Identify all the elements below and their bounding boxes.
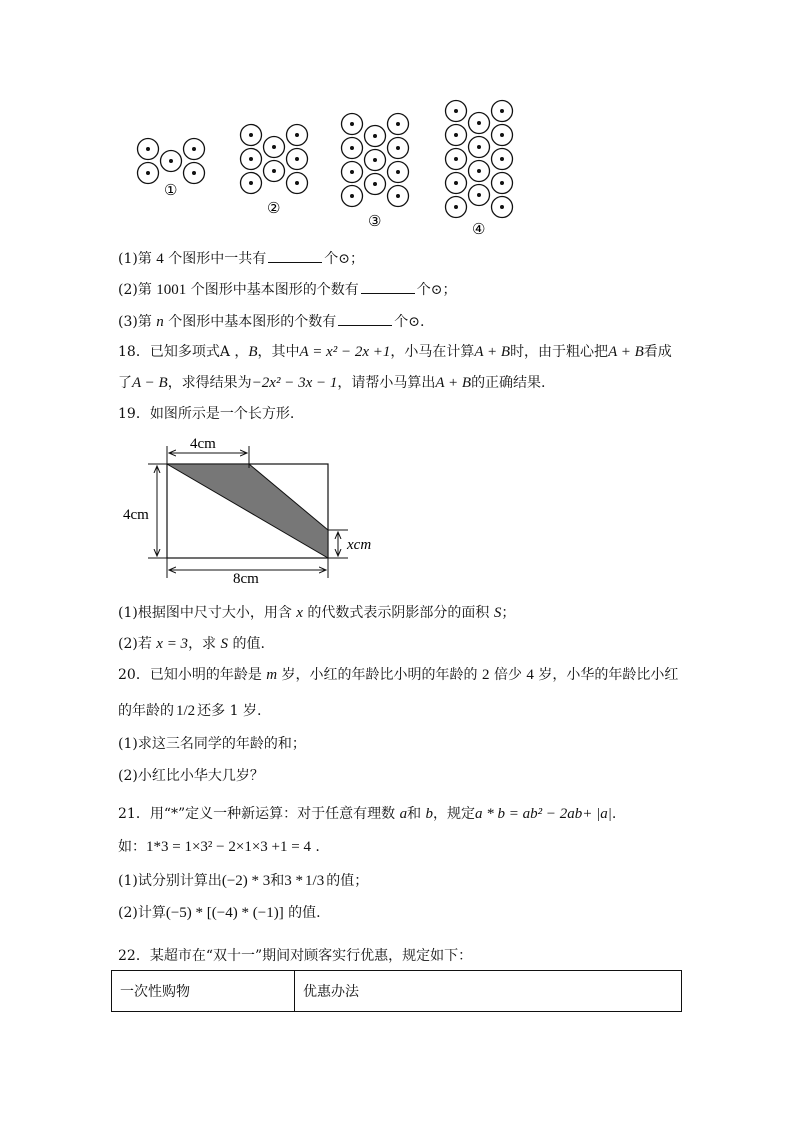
text: (1)根据图中尺寸大小，用含 — [118, 605, 297, 621]
text: 个⊙； — [324, 251, 364, 267]
text: . — [611, 806, 617, 822]
q21-line — [118, 904, 321, 922]
math-expression: A = x² − 2x +1 — [299, 344, 391, 360]
text: . — [310, 839, 320, 855]
label-bottom: 8cm — [233, 571, 259, 587]
text: ，求得结果为 — [167, 375, 252, 391]
text: (1)第 — [118, 251, 157, 267]
text: (2)若 — [118, 636, 157, 652]
text: 还多 1 岁. — [197, 703, 262, 719]
q19-line — [118, 635, 265, 653]
text: 岁，小红的年龄比小明的年龄的 — [277, 667, 483, 683]
math-expression: 1001 — [156, 282, 187, 298]
discount-table — [111, 970, 682, 1012]
text: 的年龄的 — [118, 703, 174, 719]
figure-label: ④ — [472, 222, 486, 238]
text: 如： — [118, 839, 146, 855]
q21-line — [118, 805, 616, 823]
table-header: 优惠办法 — [295, 971, 682, 1012]
table-header: 一次性购物 — [112, 971, 295, 1012]
math-expression: 4 — [526, 667, 534, 683]
text: ，规定 — [433, 806, 476, 822]
text: 19．如图所示是一个长方形. — [118, 406, 295, 422]
math-expression: S — [493, 605, 502, 621]
text: 的值； — [326, 873, 369, 889]
text: 看成 — [643, 344, 672, 360]
text: 18．已知多项式A ， — [118, 344, 249, 360]
text: 的值. — [283, 905, 321, 921]
math-expression: A + B — [474, 344, 511, 360]
text: ，请帮小马算出 — [337, 375, 436, 391]
shaded-region — [167, 464, 328, 558]
q20-line — [118, 735, 306, 753]
text: 个图形中基本图形的个数有 — [186, 282, 359, 298]
text: 的正确结果. — [471, 375, 546, 391]
text: 22．某超市在“双十一”期间对顾客实行优惠，规定如下： — [118, 948, 473, 964]
q21-line — [118, 872, 368, 890]
math-expression: a * b = ab² − 2ab+ |a| — [475, 806, 612, 822]
fraction: 1/3 — [305, 873, 325, 889]
text: (2)小红比小华大几岁？ — [118, 768, 264, 784]
math-expression: m — [266, 667, 278, 683]
text: (1)试分别计算出 — [118, 873, 222, 889]
q20-line — [118, 666, 678, 684]
label-left: 4cm — [123, 507, 149, 523]
math-expression: 3 * — [284, 873, 304, 889]
figure-label: ① — [164, 183, 178, 199]
q20-line — [118, 767, 264, 785]
fraction: 1/2 — [176, 703, 196, 719]
math-expression: a — [399, 806, 408, 822]
text: (2)第 — [118, 282, 157, 298]
text: 个⊙； — [416, 282, 457, 298]
text: 的值. — [228, 636, 265, 652]
figure-label: ② — [267, 201, 281, 217]
figure-label: ③ — [368, 214, 382, 230]
math-expression: 4 — [156, 251, 164, 267]
text: ，其中 — [257, 344, 300, 360]
q22-line — [118, 947, 472, 965]
text: 20．已知小明的年龄是 — [118, 667, 267, 683]
text: (3)第 — [118, 314, 157, 330]
text: 岁，小华的年龄比小红 — [533, 667, 679, 683]
math-expression: −2x² − 3x − 1 — [251, 375, 338, 391]
math-expression: B — [248, 344, 258, 360]
label-right: xcm — [347, 537, 372, 553]
math-expression: 2 — [482, 667, 490, 683]
math-expression: A + B — [608, 344, 644, 360]
math-expression: A + B — [435, 375, 472, 391]
q20-line — [118, 702, 261, 720]
text: ，求 — [188, 636, 221, 652]
text: 倍少 — [489, 667, 527, 683]
q21-line — [118, 838, 320, 856]
text: 个图形中基本图形的个数有 — [163, 314, 337, 330]
text: 时，由于粗心把 — [510, 344, 609, 360]
text: 了 — [118, 375, 132, 391]
math-expression: (−2) * 3 — [221, 873, 271, 889]
text: 的代数式表示阴影部分的面积 — [302, 605, 494, 621]
math-expression: A − B — [132, 375, 168, 391]
label-top: 4cm — [190, 436, 216, 452]
math-expression: x = 3 — [156, 636, 189, 652]
text: 个图形中一共有 — [163, 251, 267, 267]
math-expression: n — [156, 314, 164, 330]
math-expression: x — [296, 605, 303, 621]
text: 和 — [407, 806, 426, 822]
text: 21．用“*”定义一种新运算：对于任意有理数 — [118, 806, 400, 822]
text: ； — [501, 605, 516, 621]
math-expression: S — [220, 636, 229, 652]
text: (1)求这三名同学的年龄的和； — [118, 736, 306, 752]
math-expression: (−5) * [(−4) * (−1)] — [165, 905, 284, 921]
text: (2)计算 — [118, 905, 166, 921]
math-expression: b — [425, 806, 434, 822]
q19-line — [118, 604, 515, 622]
text: 个⊙. — [394, 314, 425, 330]
math-expression: 1*3 = 1×3² − 2×1×3 +1 = 4 — [146, 839, 311, 855]
text: ，小马在计算 — [390, 344, 475, 360]
text: 和 — [270, 873, 285, 889]
